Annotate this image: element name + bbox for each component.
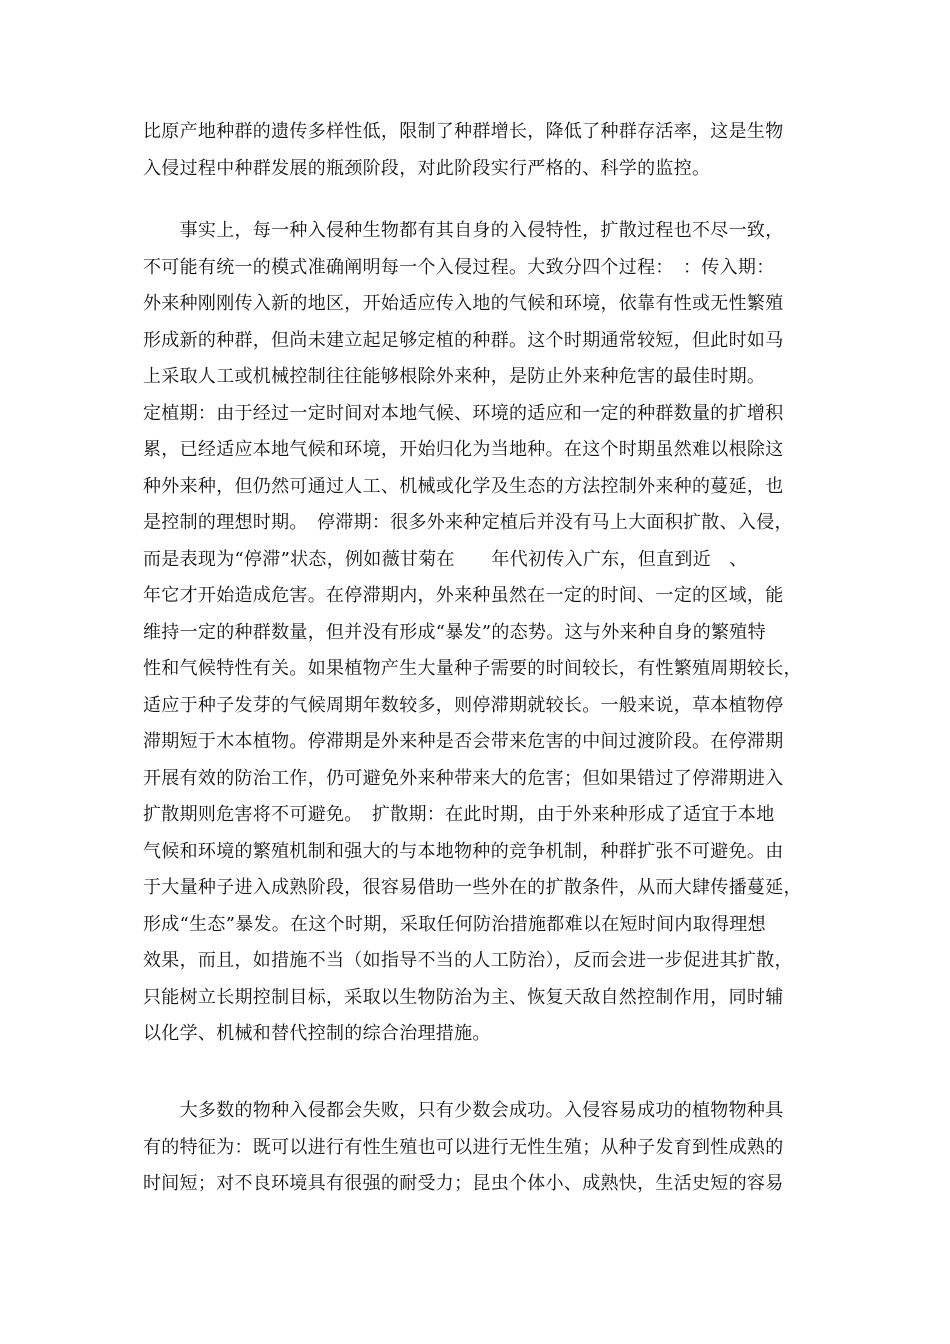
text-line: 以化学、机械和替代控制的综合治理措施。 bbox=[143, 1023, 491, 1044]
text-line: 适应于种子发芽的气候周期年数较多，则停滞期就较长。一般来说，草本植物停 bbox=[143, 694, 784, 716]
text-line: 上采取人工或机械控制往往能够根除外来种，是防止外来种危害的最佳时期。 bbox=[143, 366, 766, 387]
text-line: 形成“生态”暴发。在这个时期，采取任何防治措施都难以在短时间内取得理想 bbox=[143, 913, 766, 935]
text-line: 扩散期则危害将不可避免。 扩散期：在此时期，由于外来种形成了适宜于本地 bbox=[143, 804, 775, 825]
text-line: 事实上，每一种入侵种生物都有其自身的入侵特性，扩散过程也不尽一致， bbox=[143, 220, 784, 241]
text-line: 气候和环境的繁殖机制和强大的与本地物种的竞争机制，种群扩张不可避免。由 bbox=[143, 840, 784, 862]
paragraph-2 bbox=[143, 213, 823, 1053]
text-line: 滞期短于木本植物。停滞期是外来种是否会带来危害的中间过渡阶段。在停滞期 bbox=[143, 731, 784, 752]
text-line: 比原产地种群的遗传多样性低，限制了种群增长，降低了种群存活率，这是生物 bbox=[143, 121, 784, 142]
text-line: 性和气候特性有关。如果植物产生大量种子需要的时间较长，有性繁殖周期较长， bbox=[143, 658, 802, 679]
text-line: 定植期：由于经过一定时间对本地气候、环境的适应和一定的种群数量的扩增积 bbox=[143, 402, 784, 424]
paragraph-3 bbox=[143, 1093, 823, 1203]
text-line: 开展有效的防治工作，仍可避免外来种带来大的危害；但如果错过了停滞期进入 bbox=[143, 767, 784, 789]
text-line: 时间短；对不良环境具有很强的耐受力；昆虫个体小、成熟快，生活史短的容易 bbox=[143, 1173, 784, 1194]
text-line: 有的特征为：既可以进行有性生殖也可以进行无性生殖；从种子发育到性成熟的 bbox=[143, 1136, 784, 1158]
text-line: 种外来种，但仍然可通过人工、机械或化学及生态的方法控制外来种的蔓延，也 bbox=[143, 475, 784, 497]
text-line: 外来种刚刚传入新的地区，开始适应传入地的气候和环境，依靠有性或无性繁殖 bbox=[143, 293, 784, 314]
text-line: 入侵过程中种群发展的瓶颈阶段，对此阶段实行严格的、科学的监控。 bbox=[143, 157, 711, 179]
text-line: 只能树立长期控制目标，采取以生物防治为主、恢复天敌自然控制作用，同时辅 bbox=[143, 986, 784, 1008]
text-line: 累，已经适应本地气候和环境，开始归化为当地种。在这个时期虽然难以根除这 bbox=[143, 439, 784, 460]
text-line: 大多数的物种入侵都会失败，只有少数会成功。入侵容易成功的植物物种具 bbox=[143, 1100, 784, 1121]
text-line: 不可能有统一的模式准确阐明每一个入侵过程。大致分四个过程： ：传入期： bbox=[143, 256, 775, 278]
text-line: 于大量种子进入成熟阶段，很容易借助一些外在的扩散条件，从而大肆传播蔓延， bbox=[143, 877, 802, 898]
paragraph-1 bbox=[143, 114, 823, 187]
text-line: 形成新的种群，但尚未建立起足够定植的种群。这个时期通常较短，但此时如马 bbox=[143, 329, 784, 351]
text-line: 而是表现为“停滞”状态，例如薇甘菊在 年代初传入广东，但直到近 、 bbox=[143, 548, 748, 570]
text-line: 效果，而且，如措施不当（如指导不当的人工防治），反而会进一步促进其扩散， bbox=[143, 950, 793, 971]
text-line: 是控制的理想时期。 停滞期：很多外来种定植后并没有马上大面积扩散、入侵， bbox=[143, 512, 793, 533]
text-line: 年它才开始造成危害。在停滞期内，外来种虽然在一定的时间、一定的区域，能 bbox=[143, 585, 784, 606]
text-line: 维持一定的种群数量，但并没有形成“暴发”的态势。这与外来种自身的繁殖特 bbox=[143, 621, 766, 643]
